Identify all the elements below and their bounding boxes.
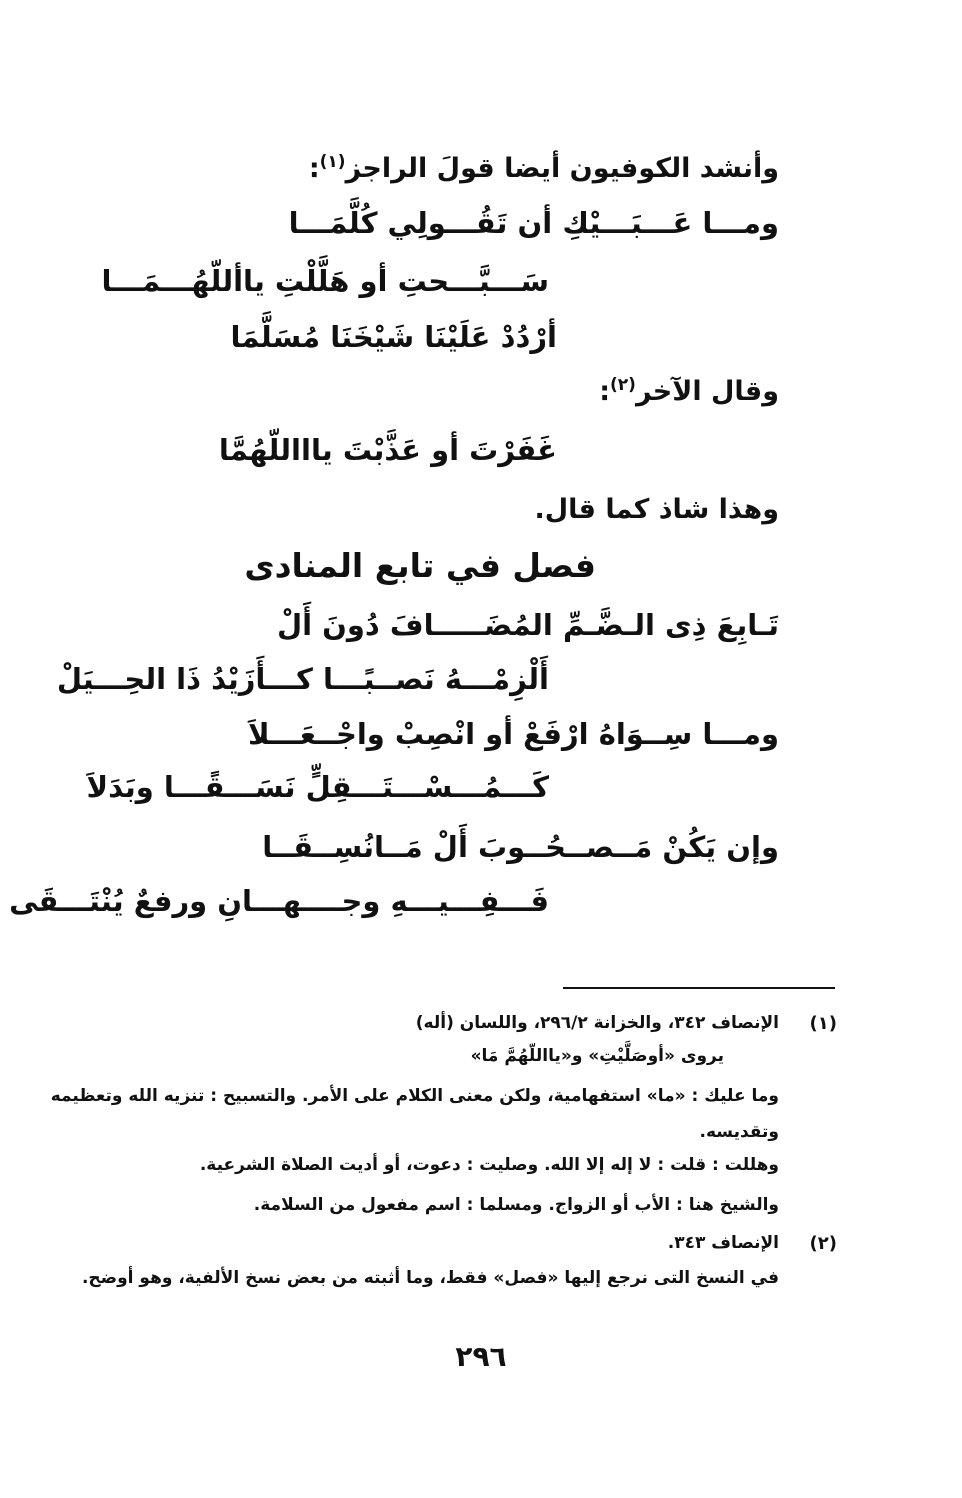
intro-line-2 xyxy=(599,375,779,407)
footnote-1-number: (١) xyxy=(809,1013,837,1034)
section-heading: فصل في تابع المنادى xyxy=(244,546,596,585)
footnote-1-line-2: يروى «أوصَلَّيْتِ» و«يااللّهُمَّ مَا» xyxy=(470,1046,724,1066)
footnote-ref-2: (٢) xyxy=(610,375,636,395)
footnote-2-line-1: الإنصاف ٣٤٣. xyxy=(667,1233,779,1253)
poem-line-4: كَـــمُـــسْـــتَـــقِلٍّ نَسَـــقًـــا وبَدَلاَ xyxy=(86,770,549,804)
verse-1-hemistich-c: أرْدُدْ عَلَيْنَا شَيْخَنَا مُسَلَّمَا xyxy=(230,320,557,354)
poem-line-2: أَلْزِمْـــهُ نَصــبًـــا كـــأَزَيْدُ ذَا الحِـــيَلْ xyxy=(56,662,549,696)
intro-colon-2: : xyxy=(599,376,610,407)
intro-line-1 xyxy=(309,152,779,184)
intro-text-1: وأنشد الكوفيون أيضا قولَ الراجز xyxy=(345,153,779,184)
poem-line-5: وإن يَكُنْ مَــصــحُــوبَ أَلْ مَــانُسِــقَــا xyxy=(262,830,779,864)
page-number: ٢٩٦ xyxy=(455,1340,507,1373)
footnote-ref-1: (١) xyxy=(319,152,346,172)
poem-line-1: تَـابِعَ ذِى الـضَّـمِّ المُضَـــــافَ دُونَ أَلْ xyxy=(276,608,779,642)
verse-1-hemistich-a: ومـــا عَـــبَـــيْكِ أن تَقُـــولِي كُلَّمَـــا xyxy=(288,206,779,240)
intro-colon-1: : xyxy=(308,153,320,184)
intro-text-2: وقال الآخر xyxy=(635,376,779,407)
poem-line-3: ومـــا سِــوَاهُ ارْفَعْ أو انْصِبْ واجْــعَـــلاَ xyxy=(248,717,779,751)
footnote-2-number: (٢) xyxy=(809,1233,837,1254)
verse-1-hemistich-b: سَـــبَّـــحتِ أو هَلَّلْتِ ياأللّهُـــمَـــا xyxy=(101,264,549,298)
verse-2: غَفَرْتَ أو عَذَّبْتَ ياااللّهُمَّا xyxy=(218,433,557,467)
footnote-divider xyxy=(563,987,835,989)
footnote-1-line-3: وما عليك : «ما» استفهامية، ولكن معنى الكلام على الأمر. والتسبيح : تنزيه الله وتعظيمه xyxy=(50,1086,779,1106)
footnote-2-line-2: في النسخ التى نرجع إليها «فصل» فقط، وما أثبته من بعض نسخ الألفية، وهو أوضح. xyxy=(81,1268,779,1288)
remark-line: وهذا شاذ كما قال. xyxy=(534,494,779,525)
footnote-1-line-6: والشيخ هنا : الأب أو الزواج. ومسلما : اسم مفعول من السلامة. xyxy=(253,1195,779,1215)
poem-line-6: فَـــفِـــيـــهِ وجــــهـــانِ ورفعٌ يُنْتَـــقَى xyxy=(9,884,549,918)
footnote-1-line-4: وتقديسه. xyxy=(699,1122,779,1142)
footnote-1-line-5: وهللت : قلت : لا إله إلا الله. وصليت : دعوت، أو أديت الصلاة الشرعية. xyxy=(199,1155,779,1175)
footnote-1-line-1: الإنصاف ٣٤٢، والخزانة ٢٩٦/٢، واللسان (أله) xyxy=(415,1013,779,1033)
